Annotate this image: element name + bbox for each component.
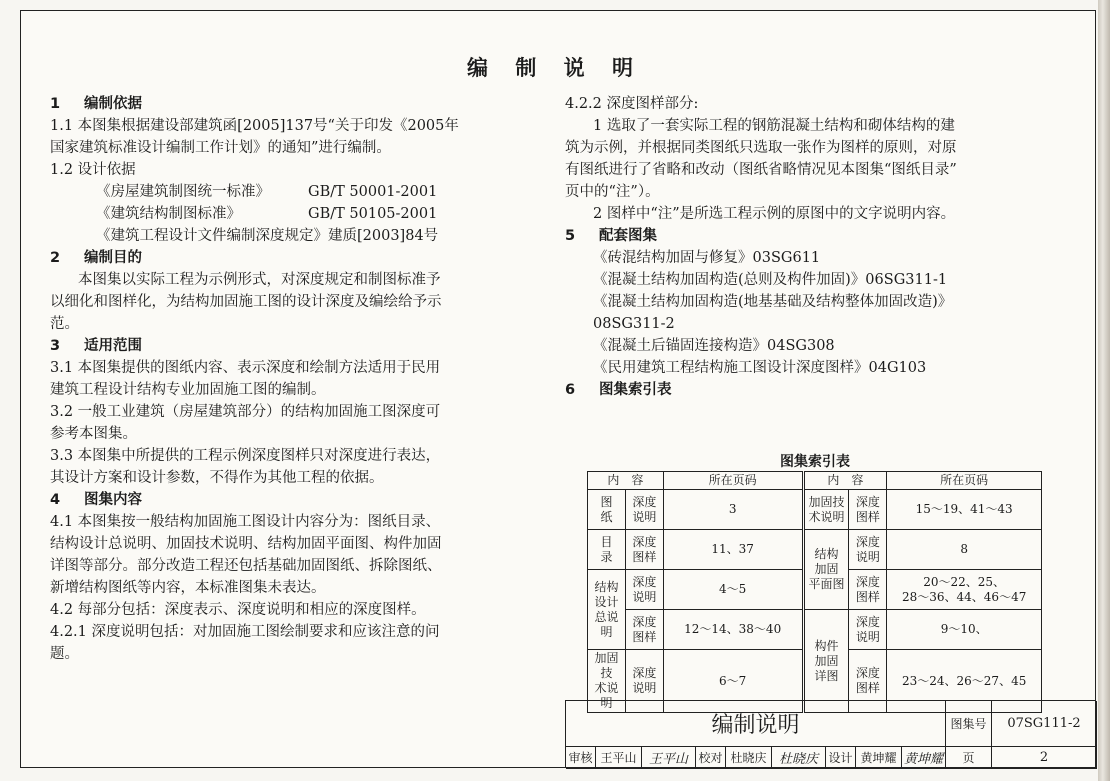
text-line: 3.1 本图集提供的图纸内容、表示深度和绘制方法适用于民用 <box>50 360 441 376</box>
table-header-row <box>588 472 1042 490</box>
group-cell-2: 加固技 术说明 <box>803 490 849 530</box>
page-cell-2: 23～24、26～27、45 <box>887 650 1042 713</box>
text-line: 结构设计总说明、加固技术说明、结构加固平面图、构件加固 <box>50 536 442 552</box>
section-number: 6 <box>565 382 576 398</box>
standard-code: GB/T 50105-2001 <box>308 206 438 222</box>
text-line: 本图集以实际工程为示例形式，对深度规定和制图标准予 <box>78 272 441 288</box>
text-line: 参考本图集。 <box>50 426 137 442</box>
page-cell: 4～5 <box>663 570 803 610</box>
atlas-no-value: 07SG111-2 <box>992 701 1097 747</box>
text-line: 页中的“注”）。 <box>565 184 660 200</box>
text-line: 4.2.1 深度说明包括：对加固施工图绘制要求和应该注意的问 <box>50 624 440 640</box>
binding-spine <box>1098 0 1110 781</box>
section-title: 配套图集 <box>599 228 657 244</box>
header-content-2: 内 容 <box>803 472 887 490</box>
aspect-cell: 深度 说明 <box>625 650 663 713</box>
right-column <box>565 93 1065 401</box>
aspect-cell-2: 深度 说明 <box>849 610 887 650</box>
standard-name: 《房屋建筑制图统一标准》 <box>96 184 270 200</box>
page-cell: 11、37 <box>663 530 803 570</box>
section-number: 2 <box>50 250 61 266</box>
group-cell: 加固技 术说明 <box>588 650 626 713</box>
header-content: 内 容 <box>588 472 664 490</box>
page-cell: 6～7 <box>663 650 803 713</box>
reviewer-name: 王平山 <box>596 747 642 769</box>
section-heading <box>50 489 540 511</box>
text-line: 《混凝土后锚固连接构造》04SG308 <box>593 338 835 354</box>
group-cell: 图 纸 <box>588 490 626 530</box>
text-line: 4.2.2 深度图样部分: <box>565 96 699 112</box>
text-line: 题。 <box>50 646 79 662</box>
page-cell: 3 <box>663 490 803 530</box>
section-title: 编制目的 <box>84 250 142 266</box>
checker-signature: 杜晓庆 <box>772 747 826 769</box>
text-line: 2 图样中“注”是所选工程示例的原图中的文字说明内容。 <box>593 206 956 222</box>
page-cell-2: 8 <box>887 530 1042 570</box>
check-label: 校对 <box>696 747 726 769</box>
text-line: 国家建筑标准设计编制工作计划》的通知”进行编制。 <box>50 140 391 156</box>
page-cell: 12～14、38～40 <box>663 610 803 650</box>
text-line: 《砖混结构加固与修复》03SG611 <box>593 250 821 266</box>
design-label: 设计 <box>826 747 856 769</box>
group-cell: 结构 设计 总说明 <box>588 570 626 650</box>
table-row <box>588 610 1042 650</box>
section-title: 编制依据 <box>84 96 142 112</box>
text-line: 3.3 本图集中所提供的工程示例深度图样只对深度进行表达， <box>50 448 441 464</box>
page-title: 编 制 说 明 <box>467 55 643 80</box>
section-heading <box>565 225 1065 247</box>
text-line: 1.2 设计依据 <box>50 162 136 178</box>
text-line: 建筑工程设计结构专业加固施工图的编制。 <box>50 382 326 398</box>
section-number: 1 <box>50 96 61 112</box>
aspect-cell-2: 深度 图样 <box>849 490 887 530</box>
aspect-cell-2: 深度 说明 <box>849 530 887 570</box>
header-page-2: 所在页码 <box>887 472 1042 490</box>
text-line: 《建筑工程设计文件编制深度规定》建质[2003]84号 <box>96 228 439 244</box>
aspect-cell-2: 深度 图样 <box>849 570 887 610</box>
text-line: 08SG311-2 <box>593 316 675 332</box>
text-line: 范。 <box>50 316 79 332</box>
text-line: 详图等部分。部分改造工程还包括基础加固图纸、拆除图纸、 <box>50 558 442 574</box>
section-heading <box>565 379 1065 401</box>
text-line: 《民用建筑工程结构施工图设计深度图样》04G103 <box>593 360 927 376</box>
title-block-name: 编制说明 <box>566 701 946 747</box>
page-cell-2: 9～10、 <box>887 610 1042 650</box>
text-line: 其设计方案和设计参数，不得作为其他工程的依据。 <box>50 470 384 486</box>
text-line: 新增结构图纸等内容，本标准图集未表达。 <box>50 580 326 596</box>
text-line: 3.2 一般工业建筑（房屋建筑部分）的结构加固施工图深度可 <box>50 404 441 420</box>
index-table-title: 图集索引表 <box>780 454 850 470</box>
table-row <box>588 490 1042 530</box>
checker-name: 杜晓庆 <box>726 747 772 769</box>
text-line: 《混凝土结构加固构造(总则及构件加固)》06SG311-1 <box>593 272 948 288</box>
text-line: 1.1 本图集根据建设部建筑函[2005]137号“关于印发《2005年 <box>50 118 459 134</box>
section-title: 图集索引表 <box>599 382 672 398</box>
page-cell-2: 15～19、41～43 <box>887 490 1042 530</box>
section-heading <box>50 93 540 115</box>
standard-name: 《建筑结构制图标准》 <box>96 206 241 222</box>
standard-reference <box>50 181 540 203</box>
reviewer-signature: 王平山 <box>642 747 696 769</box>
review-label: 审核 <box>566 747 596 769</box>
group-cell-2: 构件 加固 详图 <box>803 610 849 713</box>
section-number: 3 <box>50 338 61 354</box>
aspect-cell: 深度 说明 <box>625 490 663 530</box>
text-line: 4.1 本图集按一般结构加固施工图设计内容分为：图纸目录、 <box>50 514 441 530</box>
standard-reference <box>50 203 540 225</box>
section-heading <box>50 247 540 269</box>
text-line: 以细化和图样化，为结构加固施工图的设计深度及编绘给予示 <box>50 294 442 310</box>
atlas-index-table <box>587 471 1042 713</box>
page-cell-2: 20～22、25、 28～36、44、46～47 <box>887 570 1042 610</box>
section-heading <box>50 335 540 357</box>
aspect-cell-2: 深度 图样 <box>849 650 887 713</box>
atlas-no-label: 图集号 <box>946 701 992 747</box>
header-page: 所在页码 <box>663 472 803 490</box>
designer-signature: 黄坤耀 <box>902 747 946 769</box>
standard-code: GB/T 50001-2001 <box>308 184 438 200</box>
title-block <box>565 700 1096 768</box>
designer-name: 黄坤耀 <box>856 747 902 769</box>
table-row <box>588 530 1042 570</box>
page-label: 页 <box>946 747 992 769</box>
section-number: 5 <box>565 228 576 244</box>
left-column <box>50 93 540 665</box>
section-title: 适用范围 <box>84 338 142 354</box>
text-line: 有图纸进行了省略和改动（图纸省略情况见本图集“图纸目录” <box>565 162 957 178</box>
section-title: 图集内容 <box>84 492 142 508</box>
text-line: 《混凝土结构加固构造(地基基础及结构整体加固改造)》 <box>593 294 953 310</box>
text-line: 1 选取了一套实际工程的钢筋混凝土结构和砌体结构的建 <box>593 118 955 134</box>
group-cell: 目 录 <box>588 530 626 570</box>
aspect-cell: 深度 图样 <box>625 610 663 650</box>
group-cell-2: 结构 加固 平面图 <box>803 530 849 610</box>
page-number: 2 <box>992 747 1097 769</box>
aspect-cell: 深度 图样 <box>625 530 663 570</box>
text-line: 4.2 每部分包括：深度表示、深度说明和相应的深度图样。 <box>50 602 426 618</box>
aspect-cell: 深度 说明 <box>625 570 663 610</box>
text-line: 筑为示例，并根据同类图纸只选取一张作为图样的原则，对原 <box>565 140 957 156</box>
section-number: 4 <box>50 492 61 508</box>
